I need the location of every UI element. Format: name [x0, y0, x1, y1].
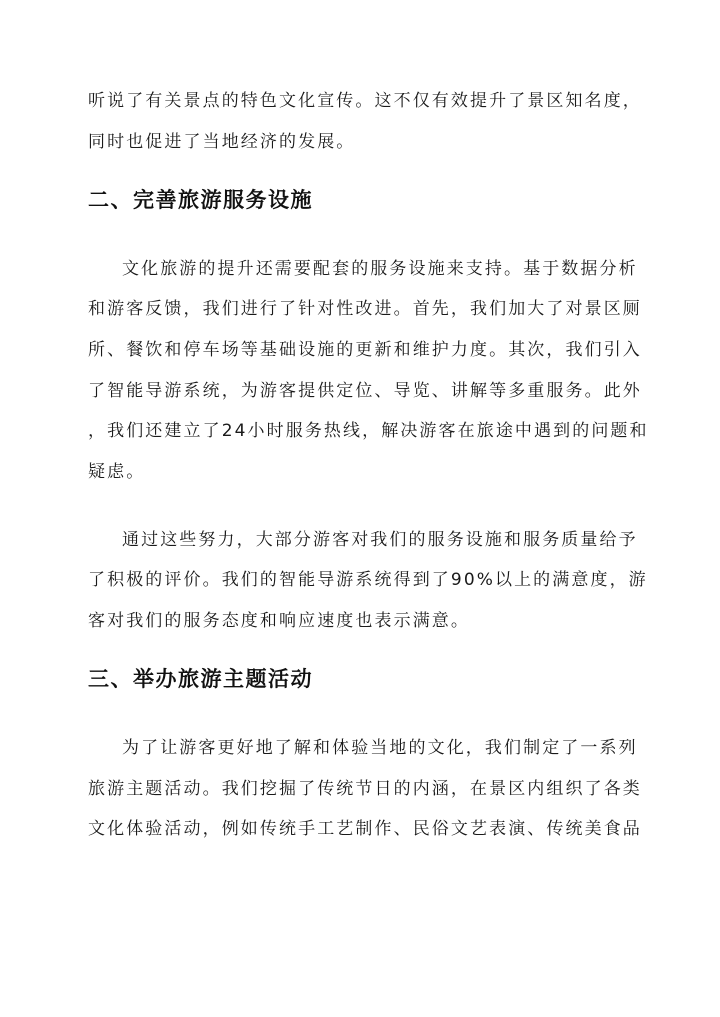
section-3-paragraph-1-line-2: 旅游主题活动。我们挖掘了传统节日的内涵，在景区内组织了各类: [88, 779, 642, 799]
intro-line-2: 同时也促进了当地经济的发展。: [88, 132, 356, 152]
section-2-paragraph-1-line-4: 了智能导游系统，为游客提供定位、导览、讲解等多重服务。此外: [88, 381, 642, 401]
section-2-paragraph-1-line-5: ，我们还建立了24小时服务热线，解决游客在旅途中遇到的问题和: [88, 421, 649, 441]
section-2-paragraph-2-line-1: 通过这些努力，大部分游客对我们的服务设施和服务质量给予: [122, 530, 638, 550]
section-2-paragraph-1-line-3: 所、餐饮和停车场等基础设施的更新和维护力度。其次，我们引入: [88, 340, 642, 360]
section-2-paragraph-1-line-6: 疑虑。: [88, 462, 146, 482]
section-2-heading: 二、完善旅游服务设施: [88, 187, 313, 212]
section-2-paragraph-2-line-3: 客对我们的服务态度和响应速度也表示满意。: [88, 611, 470, 631]
section-3-paragraph-1-line-1: 为了让游客更好地了解和体验当地的文化，我们制定了一系列: [122, 738, 638, 758]
section-3-paragraph-1-line-3: 文化体验活动，例如传统手工艺制作、民俗文艺表演、传统美食品: [88, 819, 642, 839]
intro-line-1: 听说了有关景点的特色文化宣传。这不仅有效提升了景区知名度，: [88, 91, 642, 111]
section-2-paragraph-2-line-2: 了积极的评价。我们的智能导游系统得到了90%以上的满意度，游: [88, 570, 648, 590]
section-2-paragraph-1-line-2: 和游客反馈，我们进行了针对性改进。首先，我们加大了对景区厕: [88, 299, 642, 319]
section-3-heading: 三、举办旅游主题活动: [88, 666, 313, 691]
section-2-paragraph-1-line-1: 文化旅游的提升还需要配套的服务设施来支持。基于数据分析: [122, 259, 638, 279]
